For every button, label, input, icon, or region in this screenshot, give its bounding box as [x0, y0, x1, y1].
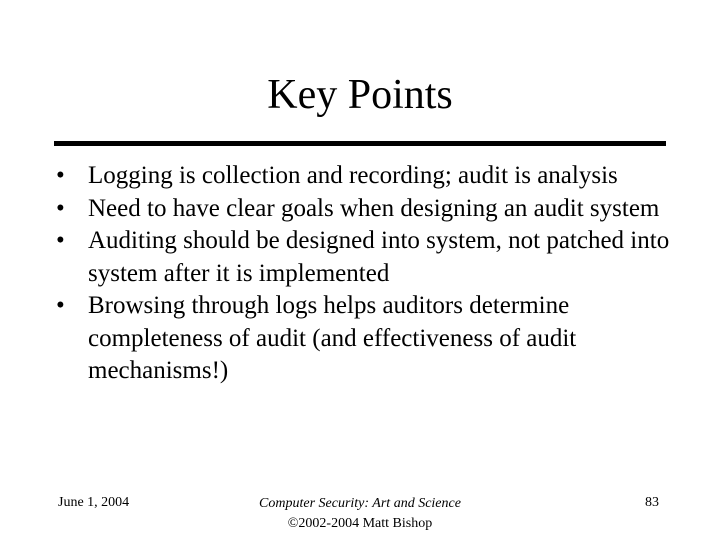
bullet-icon: •: [56, 227, 65, 254]
footer-date: June 1, 2004: [58, 495, 130, 510]
bullet-item: [56, 193, 676, 226]
footer-course-title: Computer Security: Art and Science: [259, 496, 461, 511]
title-divider: [54, 141, 666, 146]
bullet-item: [56, 160, 676, 193]
bullet-item: [56, 290, 676, 388]
bullet-item: [56, 225, 676, 290]
footer-page-number: 83: [645, 495, 659, 510]
footer-copyright: ©2002-2004 Matt Bishop: [287, 516, 433, 531]
footer-course-info: [180, 494, 540, 534]
bullet-text: Auditing should be designed into system, not patched into system after it is implemented: [88, 227, 670, 287]
bullet-icon: •: [56, 292, 65, 319]
bullet-text: Logging is collection and recording; audit is analysis: [88, 162, 618, 189]
bullet-list: [56, 160, 676, 388]
bullet-text: Browsing through logs helps auditors determine completeness of audit (and effectiveness of audit mechanisms!): [88, 292, 577, 384]
bullet-text: Need to have clear goals when designing an audit system: [88, 194, 660, 222]
bullet-icon: •: [56, 194, 65, 222]
slide-title: Key Points: [267, 72, 453, 118]
bullet-icon: •: [56, 162, 65, 189]
